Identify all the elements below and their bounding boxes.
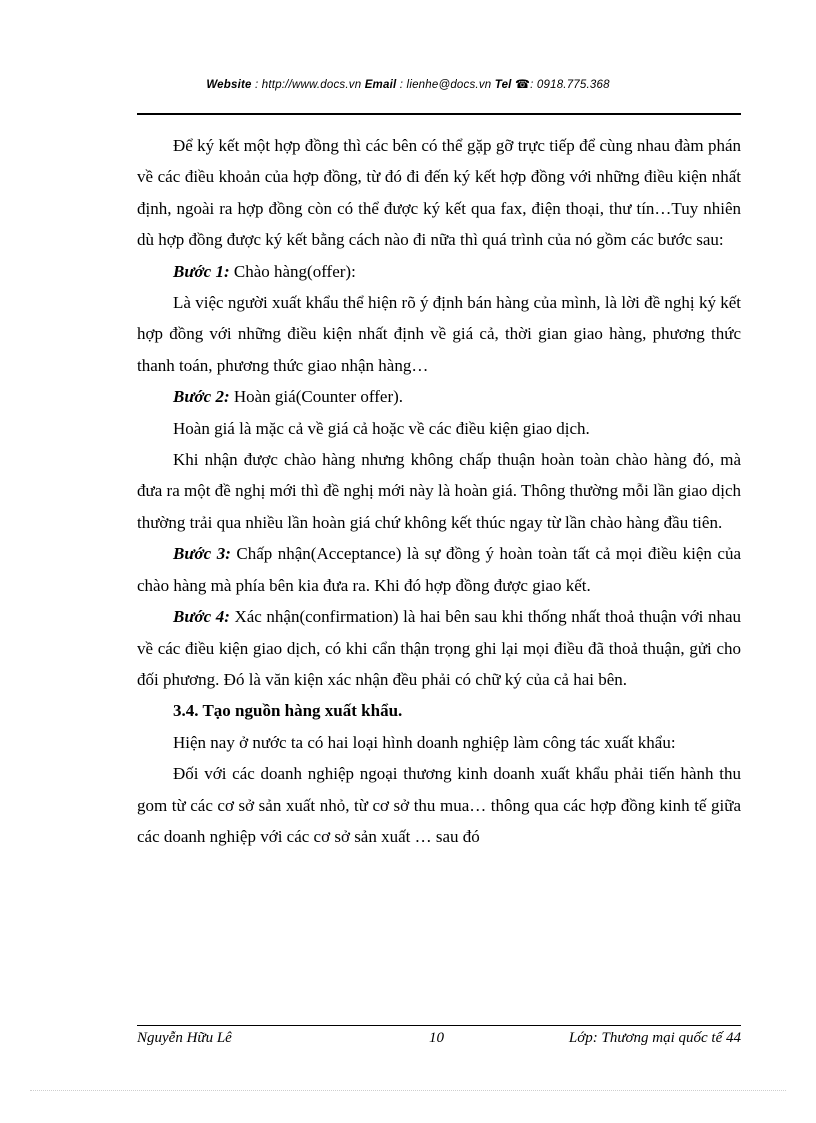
paragraph: Là việc người xuất khẩu thể hiện rõ ý định bán hàng của mình, là lời đề nghị ký kết hợp đồng với những điều kiện nhất định về giá cả, thời gian giao hàng, phương thức thanh toán, phương thức giao nhận hàng… bbox=[137, 293, 741, 375]
paragraph: Hiện nay ở nước ta có hai loại hình doanh nghiệp làm công tác xuất khẩu: bbox=[173, 732, 676, 752]
document-body bbox=[137, 130, 741, 852]
step-2-label: Bước 2: bbox=[173, 387, 230, 407]
step-3 bbox=[137, 538, 741, 601]
website-value: : http://www.docs.vn bbox=[251, 79, 365, 91]
website-label: Website bbox=[206, 79, 252, 91]
step-1 bbox=[137, 256, 741, 287]
step-1-text: Chào hàng(offer): bbox=[229, 261, 356, 281]
paragraph: Để ký kết một hợp đồng thì các bên có thể gặp gỡ trực tiếp để cùng nhau đàm phán về các điều khoản của hợp đồng, từ đó đi đến ký kết hợp đồng với những điều kiện nhất định, ngoài ra hợp đồng còn có thể được ký kết qua fax, điện thoại, thư tín…Tuy nhiên dù hợp đồng được ký kết bằng cách nào đi nữa thì quá trình của nó gồm các bước sau: bbox=[137, 136, 741, 250]
step-1-label: Bước 1: bbox=[173, 261, 230, 281]
footer-author: Nguyễn Hữu Lê bbox=[137, 1030, 232, 1046]
paragraph: Khi nhận được chào hàng nhưng không chấp thuận hoàn toàn chào hàng đó, mà đưa ra một đề nghị mới thì đề nghị mới này là hoàn giá. Thông thường mỗi lần giao dịch thường trải qua nhiều lần hoàn giá chứ không kết thúc ngay từ lần chào hàng đầu tiên. bbox=[137, 450, 741, 532]
email-value: : lienhe@docs.vn bbox=[396, 79, 495, 91]
tel-value: : 0918.775.368 bbox=[530, 79, 610, 91]
step-2-text: Hoàn giá(Counter offer). bbox=[229, 387, 404, 407]
header-rule bbox=[137, 113, 741, 115]
paragraph: Hoàn giá là mặc cả về giá cả hoặc về các điều kiện giao dịch. bbox=[173, 418, 590, 438]
section-heading: 3.4. Tạo nguồn hàng xuất khẩu. bbox=[173, 701, 403, 721]
step-2 bbox=[137, 381, 741, 412]
footer-class: Lớp: Thương mại quốc tế 44 bbox=[568, 1030, 741, 1046]
page-header bbox=[0, 77, 816, 91]
step-4 bbox=[137, 601, 741, 695]
step-3-label: Bước 3: bbox=[173, 544, 231, 564]
paragraph: Đối với các doanh nghiệp ngoại thương kinh doanh xuất khẩu phải tiến hành thu gom từ các cơ sở sản xuất nhỏ, từ cơ sở thu mua… thông qua các hợp đồng kinh tế giữa các doanh nghiệp với các cơ sở sản xuất … sau đó bbox=[137, 764, 741, 846]
footer-rule bbox=[137, 1025, 741, 1026]
page-footer bbox=[137, 1030, 741, 1050]
email-label: Email bbox=[364, 79, 397, 91]
phone-icon: ☎ bbox=[514, 77, 531, 91]
step-4-label: Bước 4: bbox=[173, 607, 230, 627]
step-3-text: Chấp nhận(Acceptance) là sự đồng ý hoàn toàn tất cả mọi điều kiện của chào hàng mà phía bên kia đưa ra. Khi đó hợp đồng được giao kết. bbox=[137, 544, 741, 595]
page-bottom-divider bbox=[30, 1090, 786, 1091]
step-4-text: Xác nhận(confirmation) là hai bên sau khi thống nhất thoả thuận với nhau về các điều kiện giao dịch, có khi cẩn thận trọng ghi lại mọi điều đã thoả thuận, gửi cho đối phương. Đó là văn kiện xác nhận đều phải có chữ ký của cả hai bên. bbox=[137, 607, 742, 689]
tel-label: Tel bbox=[494, 79, 512, 91]
page-number: 10 bbox=[429, 1030, 444, 1046]
